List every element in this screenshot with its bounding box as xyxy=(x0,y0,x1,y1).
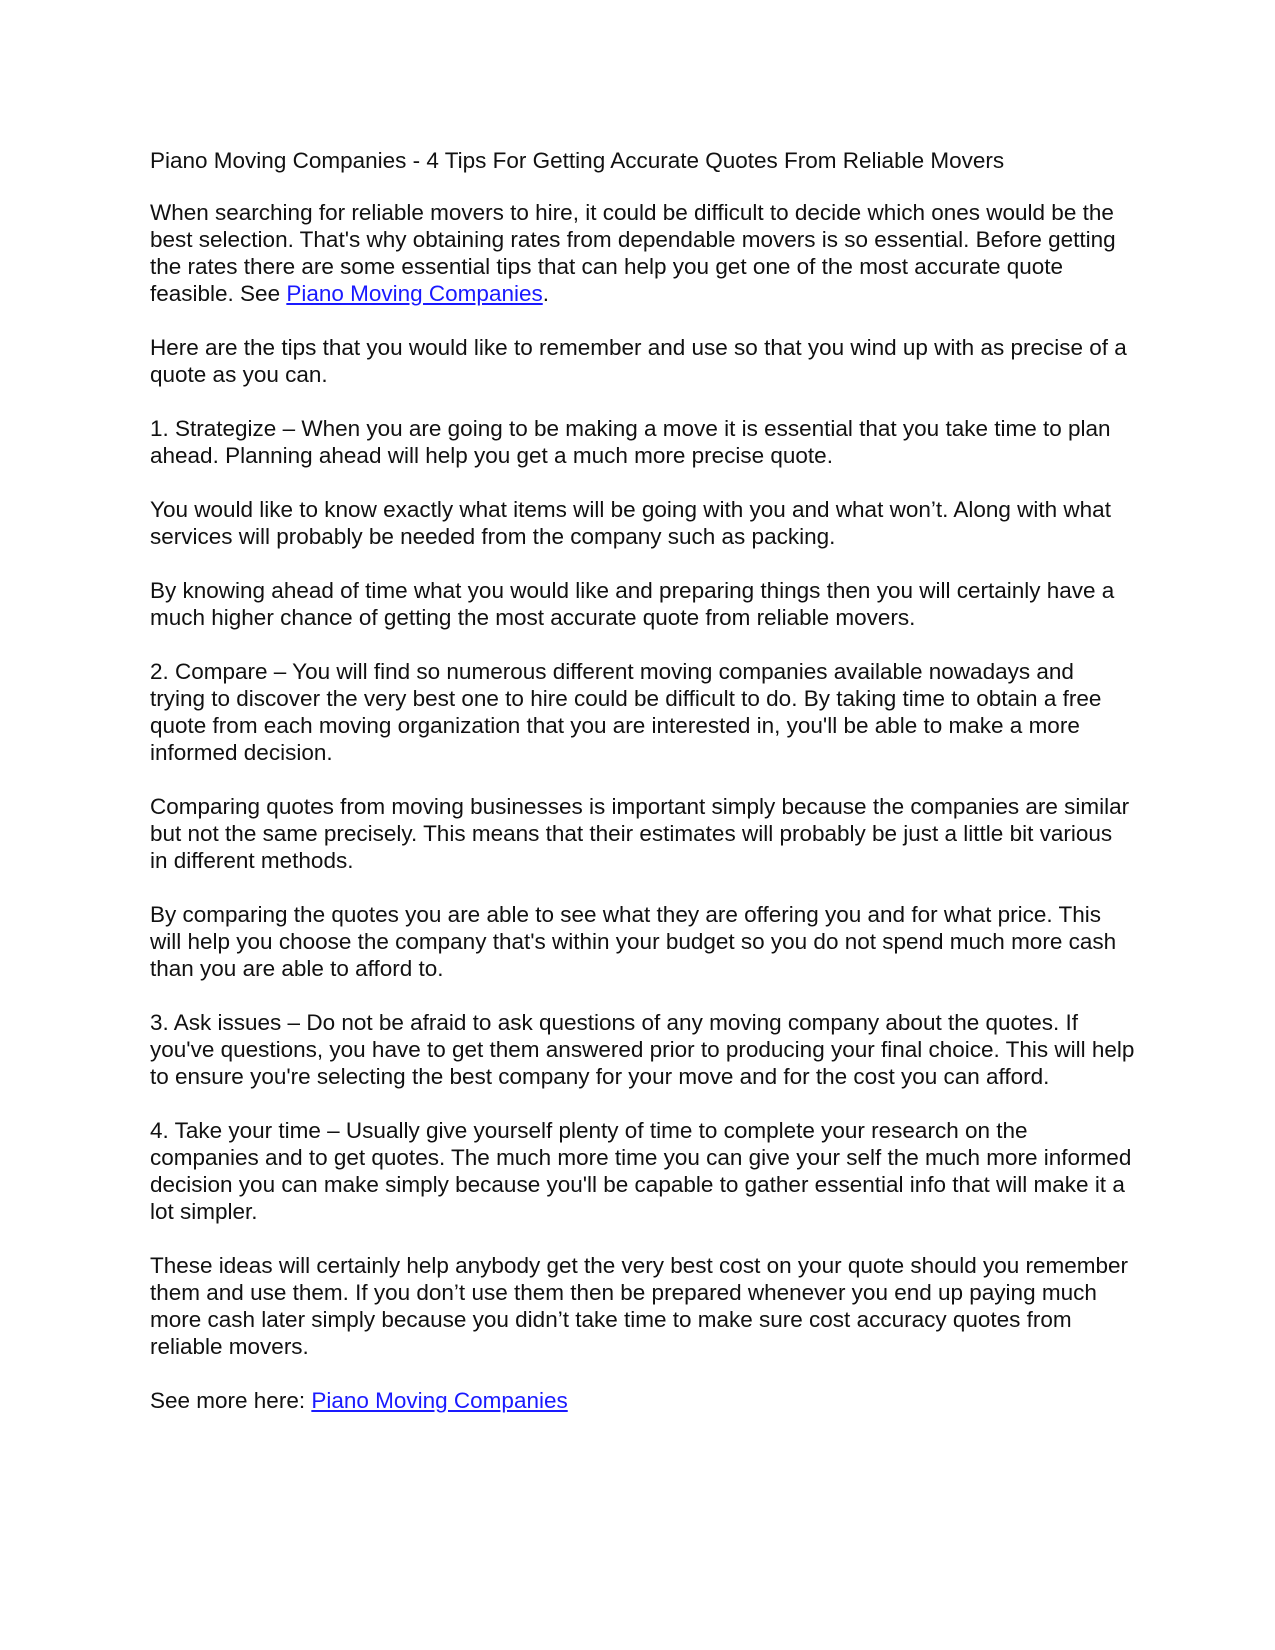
paragraph-tips-intro: Here are the tips that you would like to remember and use so that you wind up with as precise of a quote as you can. xyxy=(150,335,1127,387)
paragraph-tip-2-compare: 2. Compare – You will find so numerous different moving companies available nowadays and trying to discover the very best one to hire could be difficult to do. By taking time to obtain a free quote from each moving organization that you are interested in, you'll be able to make a more informed decision. xyxy=(150,659,1102,765)
paragraph-tip-3-ask: 3. Ask issues – Do not be afraid to ask questions of any moving company about the quotes. If you've questions, you have to get them answered prior to producing your final choice. This will help to ensure you're selecting the best company for your move and for the cost you can afford. xyxy=(150,1010,1135,1089)
paragraph-tip-1-items: You would like to know exactly what items will be going with you and what won’t. Along with what services will probably be needed from the company such as packing. xyxy=(150,497,1111,549)
intro-link-piano-moving-companies[interactable]: Piano Moving Companies xyxy=(286,281,543,306)
paragraph-tip-1-preparing: By knowing ahead of time what you would like and preparing things then you will certainly have a much higher chance of getting the most accurate quote from reliable movers. xyxy=(150,578,1115,630)
footer-paragraph xyxy=(150,1387,1135,1414)
footer-link-piano-moving-companies[interactable]: Piano Moving Companies xyxy=(311,1388,568,1413)
intro-text: When searching for reliable movers to hire, it could be difficult to decide which ones would be the best selection. That's why obtaining rates from dependable movers is so essential. Before getting the rates there are some essential tips that can help you get one of the most accurate quote feasible. See xyxy=(150,200,1116,306)
intro-after-link: . xyxy=(542,281,549,306)
paragraph-tip-4-time: 4. Take your time – Usually give yourself plenty of time to complete your research on the companies and to get quotes. The much more time you can give your self the much more informed decision you can make simply because you'll be capable to gather essential info that will make it a lot simpler. xyxy=(150,1118,1132,1224)
paragraph-tip-2-budget: By comparing the quotes you are able to see what they are offering you and for what price. This will help you choose the company that's within your budget so you do not spend much more cash than you are able to afford to. xyxy=(150,902,1117,981)
paragraph-conclusion: These ideas will certainly help anybody get the very best cost on your quote should you remember them and use them. If you don’t use them then be prepared whenever you end up paying much more cash later simply because you didn’t take time to make sure cost accuracy quotes from reliable movers. xyxy=(150,1253,1129,1359)
paragraph-tip-1-strategize: 1. Strategize – When you are going to be making a move it is essential that you take time to plan ahead. Planning ahead will help you get a much more precise quote. xyxy=(150,416,1111,468)
document-page xyxy=(150,147,1135,1441)
intro-paragraph xyxy=(150,199,1135,307)
paragraph-tip-2-similar: Comparing quotes from moving businesses is important simply because the companies are similar but not the same precisely. This means that their estimates will probably be just a little bit various in different methods. xyxy=(150,794,1130,873)
document-title: Piano Moving Companies - 4 Tips For Getting Accurate Quotes From Reliable Movers xyxy=(150,148,1005,173)
footer-text: See more here: xyxy=(150,1388,312,1413)
